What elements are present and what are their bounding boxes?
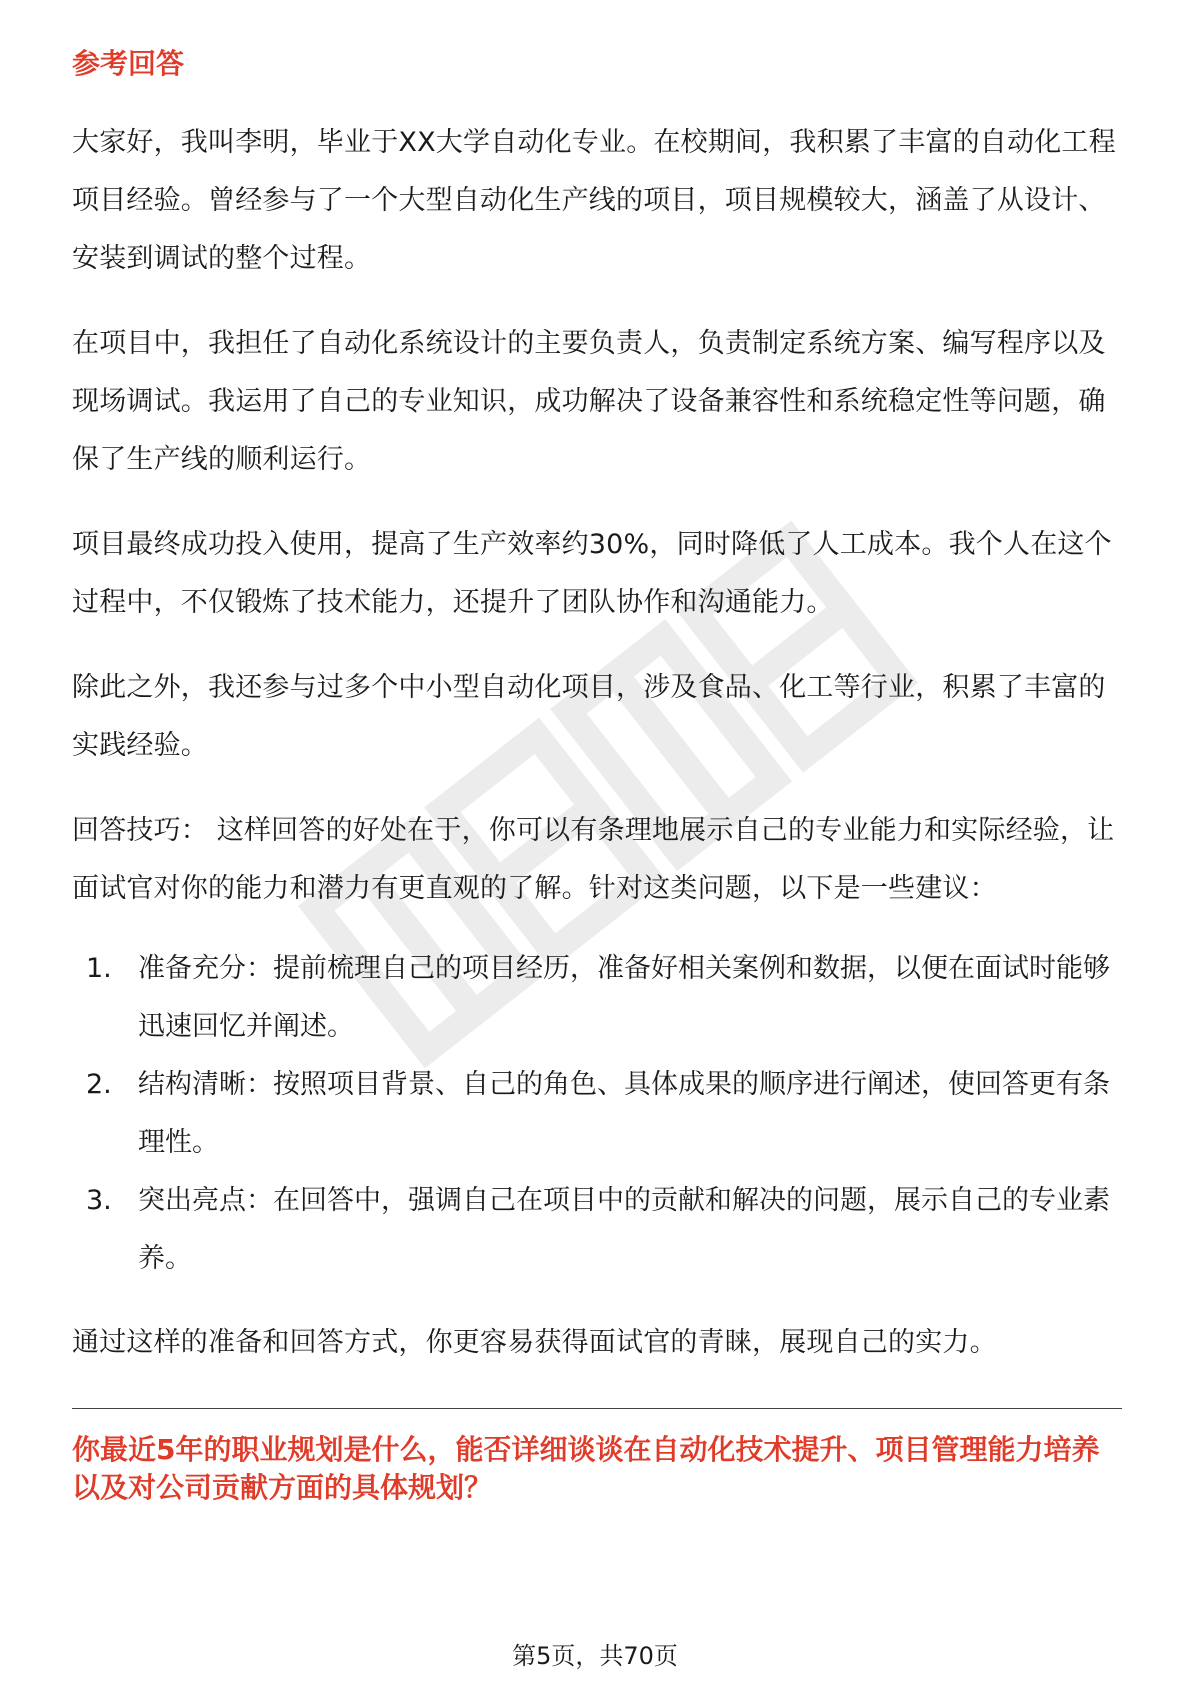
list-item: [72, 1172, 1122, 1288]
document-page: [72, 44, 1122, 1507]
section-divider: [72, 1408, 1122, 1409]
next-question-heading: 你最近5年的职业规划是什么，能否详细谈谈在自动化技术提升、项目管理能力培养以及对公司贡献方面的具体规划？: [72, 1433, 1100, 1504]
answer-paragraph-4: 除此之外，我还参与过多个中小型自动化项目，涉及食品、化工等行业，积累了丰富的实践经验。: [72, 672, 1106, 761]
answer-paragraph-2: 在项目中，我担任了自动化系统设计的主要负责人，负责制定系统方案、编写程序以及现场调试。我运用了自己的专业知识，成功解决了设备兼容性和系统稳定性等问题，确保了生产线的顺利运行。: [72, 328, 1106, 475]
list-item: [72, 940, 1122, 1056]
section-heading: 参考回答: [72, 47, 185, 80]
list-item: [72, 1056, 1122, 1172]
list-item-number: 2.: [86, 1069, 112, 1100]
list-item-number: 1.: [86, 953, 112, 984]
answer-paragraph-3: 项目最终成功投入使用，提高了生产效率约30%，同时降低了人工成本。我个人在这个过程中，不仅锻炼了技术能力，还提升了团队协作和沟通能力。: [72, 529, 1112, 618]
tips-intro: 回答技巧： 这样回答的好处在于，你可以有条理地展示自己的专业能力和实际经验，让面试官对你的能力和潜力有更直观的了解。针对这类问题，以下是一些建议：: [72, 815, 1115, 904]
list-item-number: 3.: [86, 1185, 112, 1216]
tips-list: [72, 940, 1122, 1288]
page-number-footer: 第5页，共70页: [512, 1642, 678, 1670]
list-item-text: 准备充分：提前梳理自己的项目经历，准备好相关案例和数据，以便在面试时能够迅速回忆并阐述。: [138, 953, 1110, 1042]
answer-paragraph-1: 大家好，我叫李明，毕业于XX大学自动化专业。在校期间，我积累了丰富的自动化工程项目经验。曾经参与了一个大型自动化生产线的项目，项目规模较大，涵盖了从设计、安装到调试的整个过程。: [72, 127, 1116, 274]
list-item-text: 结构清晰：按照项目背景、自己的角色、具体成果的顺序进行阐述，使回答更有条理性。: [138, 1069, 1110, 1158]
closing-paragraph: 通过这样的准备和回答方式，你更容易获得面试官的青睐，展现自己的实力。: [72, 1327, 997, 1358]
list-item-text: 突出亮点：在回答中，强调自己在项目中的贡献和解决的问题，展示自己的专业素养。: [138, 1185, 1110, 1274]
